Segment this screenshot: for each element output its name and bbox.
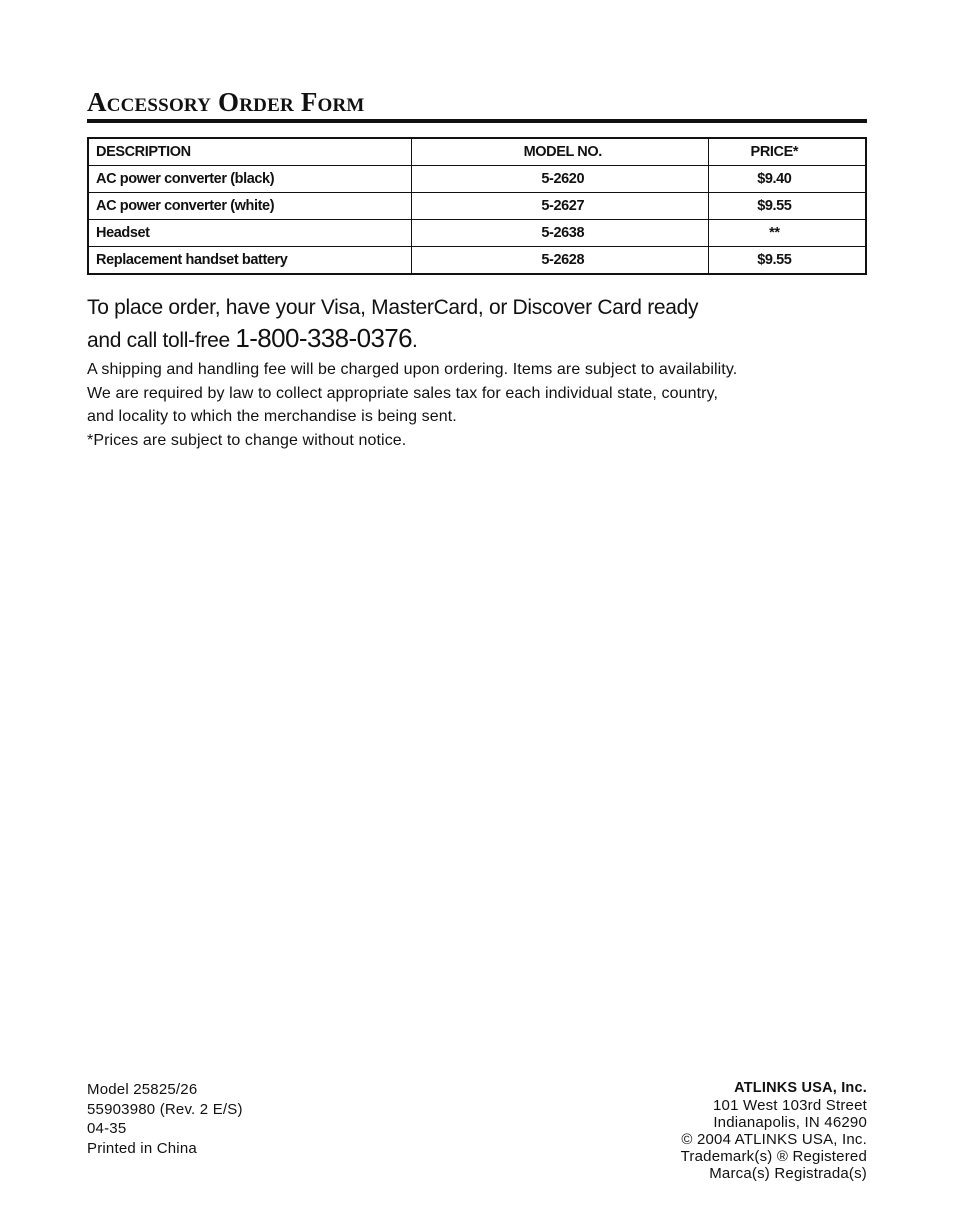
toll-free-prefix: and call toll-free [87,329,236,352]
table-row [88,193,866,220]
country-of-print: Printed in China [87,1139,197,1157]
footer-model-info [87,1080,243,1158]
table-row [88,220,866,247]
title-rule [87,119,867,123]
toll-free-suffix: . [412,329,418,352]
model-number: Model 25825/26 [87,1081,198,1098]
accessory-table [87,137,867,275]
cell-price: $9.55 [708,247,866,275]
cell-price: ** [708,220,866,247]
trademark-es: Marca(s) Registrada(s) [709,1165,867,1182]
trademark-en: Trademark(s) ® Registered [680,1148,867,1165]
cell-model-no: 5-2620 [411,166,708,193]
cell-price: $9.55 [708,193,866,220]
order-instructions: To place order, have your Visa, MasterCard, or Discover Card ready [87,296,699,319]
page-title: Accessory Order Form [87,87,365,117]
note-line: and locality to which the merchandise is being sent. [87,408,457,425]
price-disclaimer: *Prices are subject to change without notice. [87,431,407,449]
toll-free-line [87,323,418,356]
address-city: Indianapolis, IN 46290 [713,1114,867,1131]
table-row [88,247,866,275]
header-price: PRICE* [708,138,866,166]
note-line: A shipping and handling fee will be charged upon ordering. Items are subject to availability. [87,361,738,378]
table-row [88,166,866,193]
cell-description: Headset [88,220,411,247]
cell-model-no: 5-2627 [411,193,708,220]
cell-description: AC power converter (white) [88,193,411,220]
company-name: ATLINKS USA, Inc. [734,1080,867,1096]
order-notes [87,358,847,452]
header-model-no: MODEL NO. [411,138,708,166]
header-description: DESCRIPTION [88,138,411,166]
cell-model-no: 5-2638 [411,220,708,247]
copyright: © 2004 ATLINKS USA, Inc. [681,1131,867,1148]
cell-price: $9.40 [708,166,866,193]
cell-description: Replacement handset battery [88,247,411,275]
phone-number: 1-800-338-0376 [235,323,413,353]
footer-company-info [681,1080,867,1182]
table-header-row [88,138,866,166]
note-line: We are required by law to collect appropriate sales tax for each individual state, country, [87,384,719,402]
address-street: 101 West 103rd Street [712,1097,867,1114]
cell-model-no: 5-2628 [411,247,708,275]
cell-description: AC power converter (black) [88,166,411,193]
print-code: 04-35 [87,1120,127,1137]
part-number: 55903980 (Rev. 2 E/S) [87,1100,243,1118]
